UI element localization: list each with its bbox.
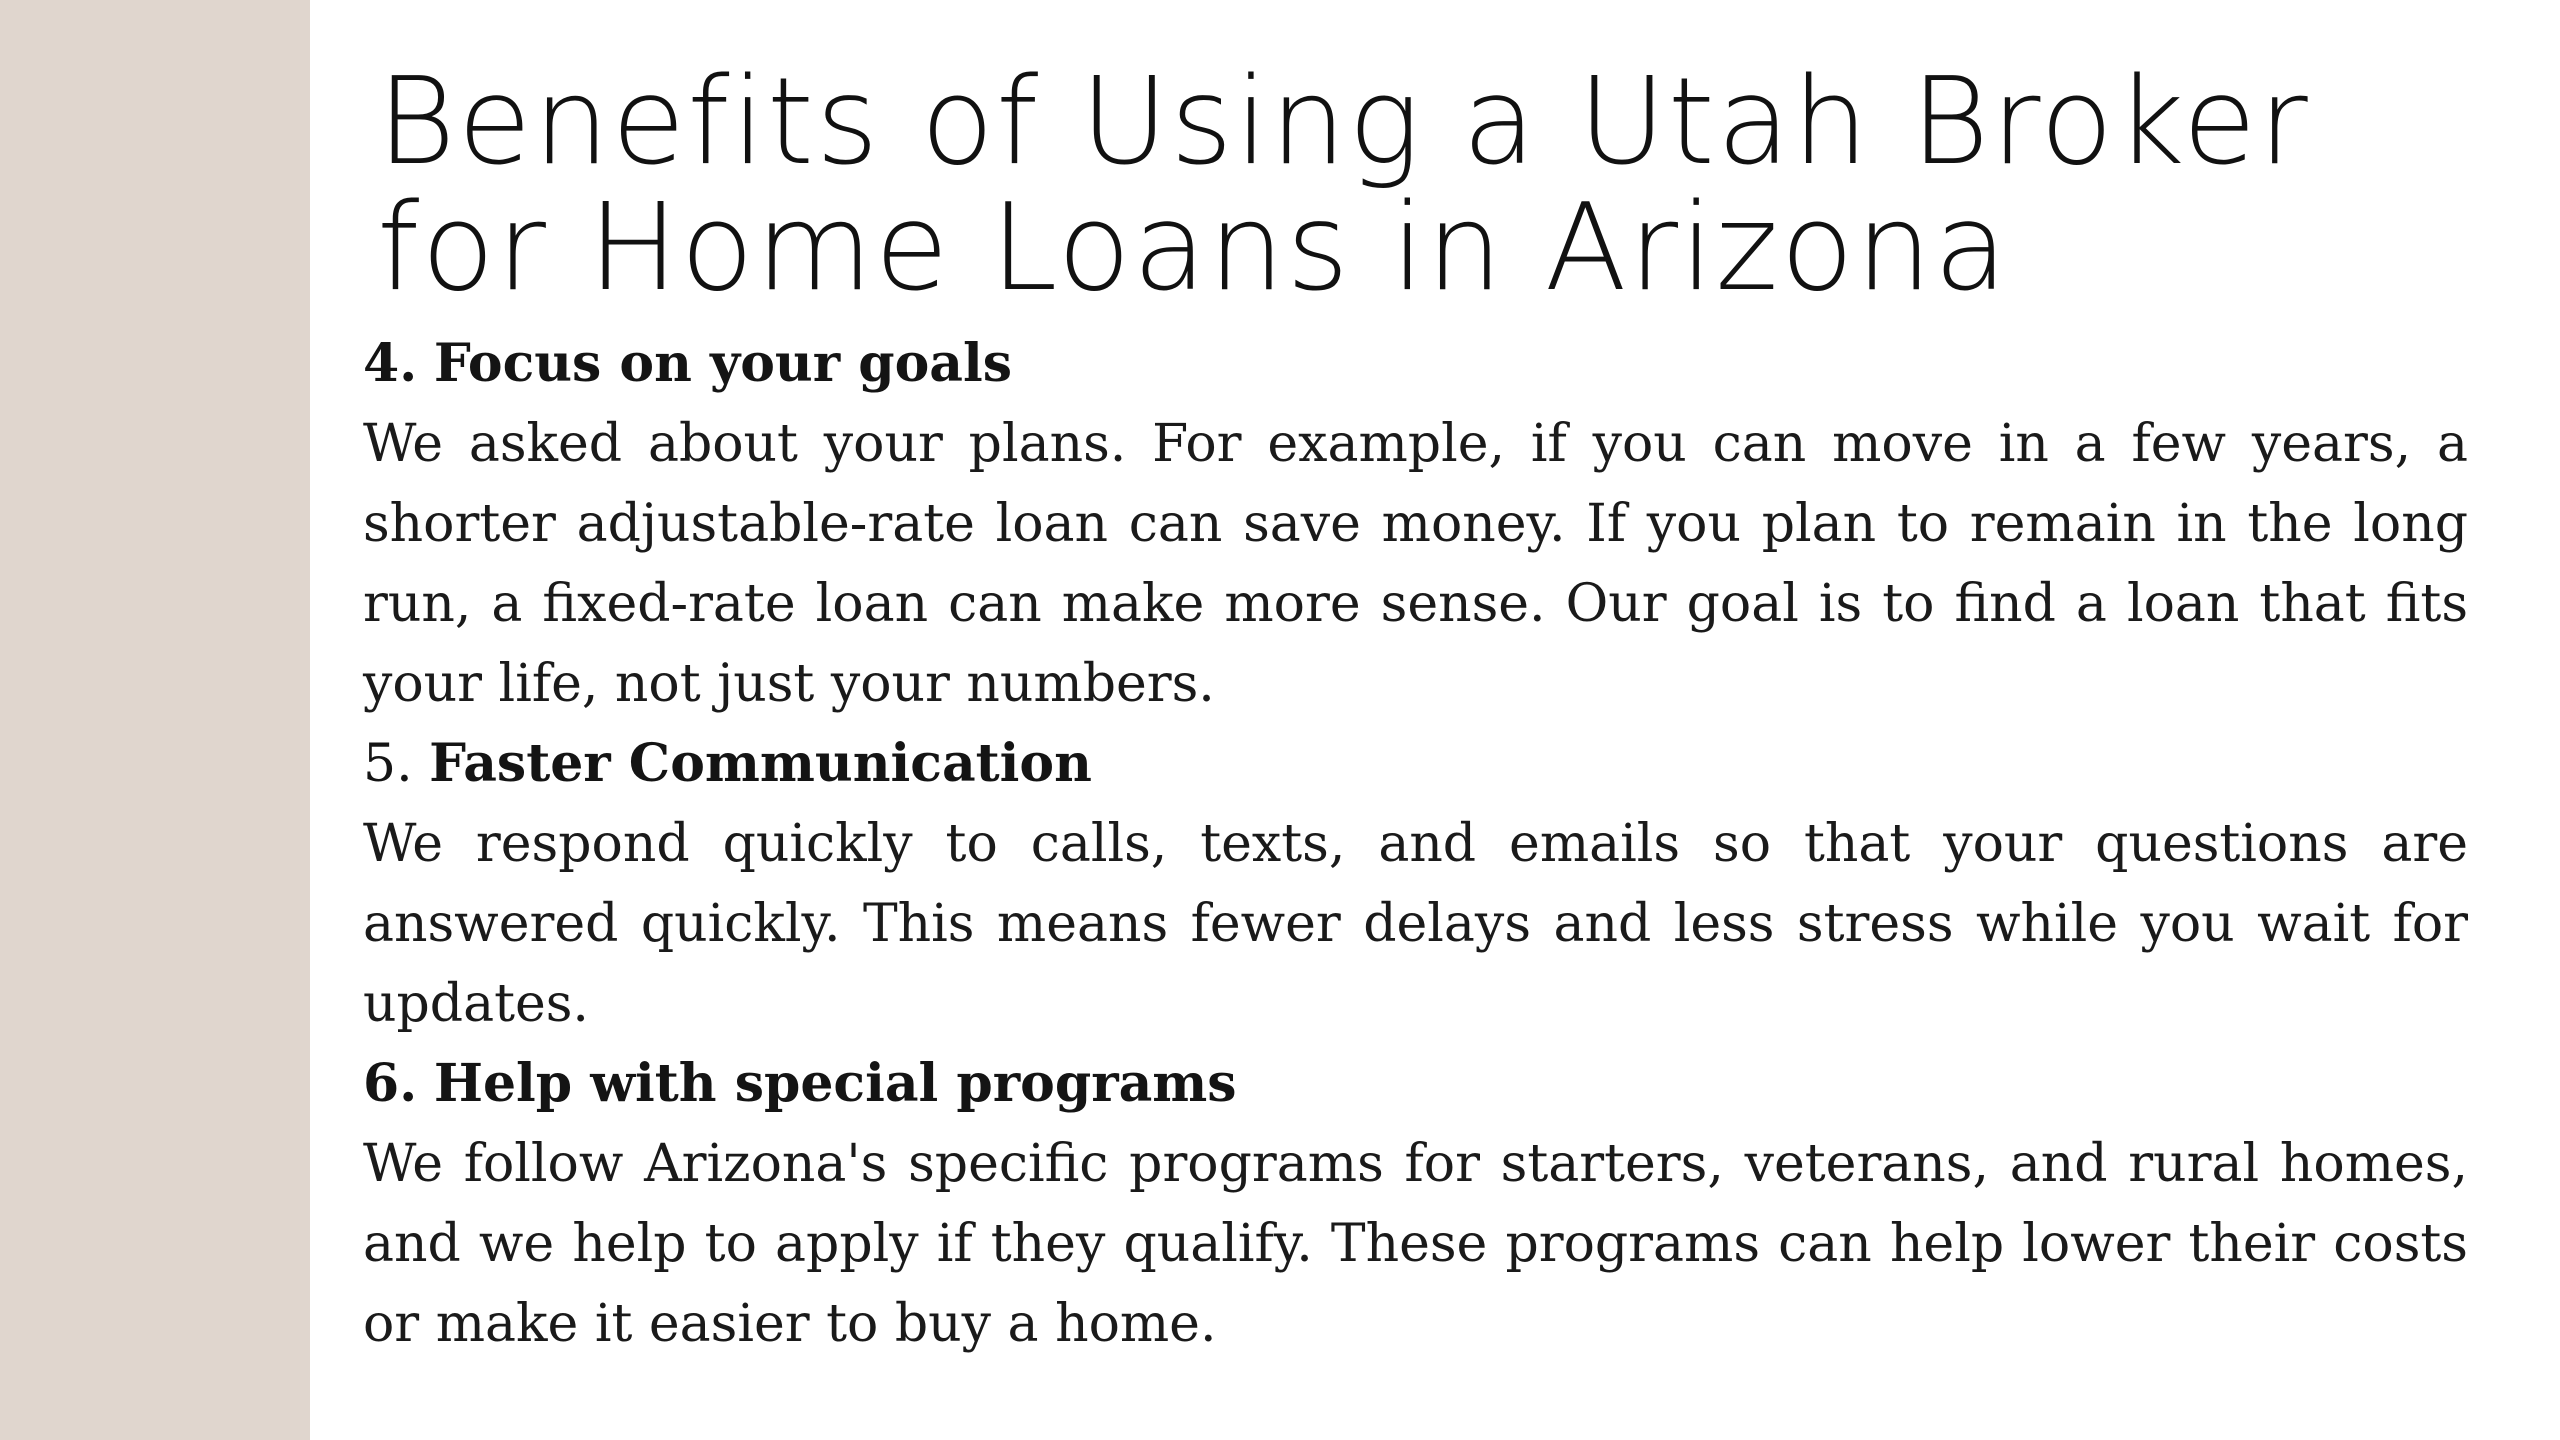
section-heading [363, 1044, 2468, 1124]
section-heading [363, 324, 2468, 404]
section-heading-text: Focus on your goals [433, 333, 1012, 394]
section-heading-text: Faster Communication [429, 733, 1092, 794]
section-4 [363, 324, 2468, 724]
section-6 [363, 1044, 2468, 1364]
section-body: We respond quickly to calls, texts, and emails so that your questions are answered quickly. This means fewer delays and less stress while you wait for updates. [363, 814, 2468, 1034]
slide-content [363, 53, 2468, 1430]
page-title [377, 53, 2468, 318]
section-heading [363, 724, 2468, 804]
section-heading-text: Help with special programs [433, 1053, 1237, 1114]
title-line-2: for Home Loans in Arizona [377, 179, 2010, 318]
side-color-band [0, 0, 310, 1440]
section-number: 5. [363, 734, 413, 794]
section-body: We follow Arizona's specific programs for starters, veterans, and rural homes, and we help to apply if they qualify. These programs can help lower their costs or make it easier to buy a home. [363, 1134, 2468, 1354]
section-body: We asked about your plans. For example, if you can move in a few years, a shorter adjustable-rate loan can save money. If you plan to remain in the long run, a fixed-rate loan can make more sense. Our goal is to find a loan that fits your life, not just your numbers. [363, 414, 2468, 714]
title-line-1: Benefits of Using a Utah Broker [377, 53, 2310, 192]
section-number: 6. [363, 1053, 418, 1114]
section-number: 4. [363, 333, 418, 394]
section-5 [363, 724, 2468, 1044]
